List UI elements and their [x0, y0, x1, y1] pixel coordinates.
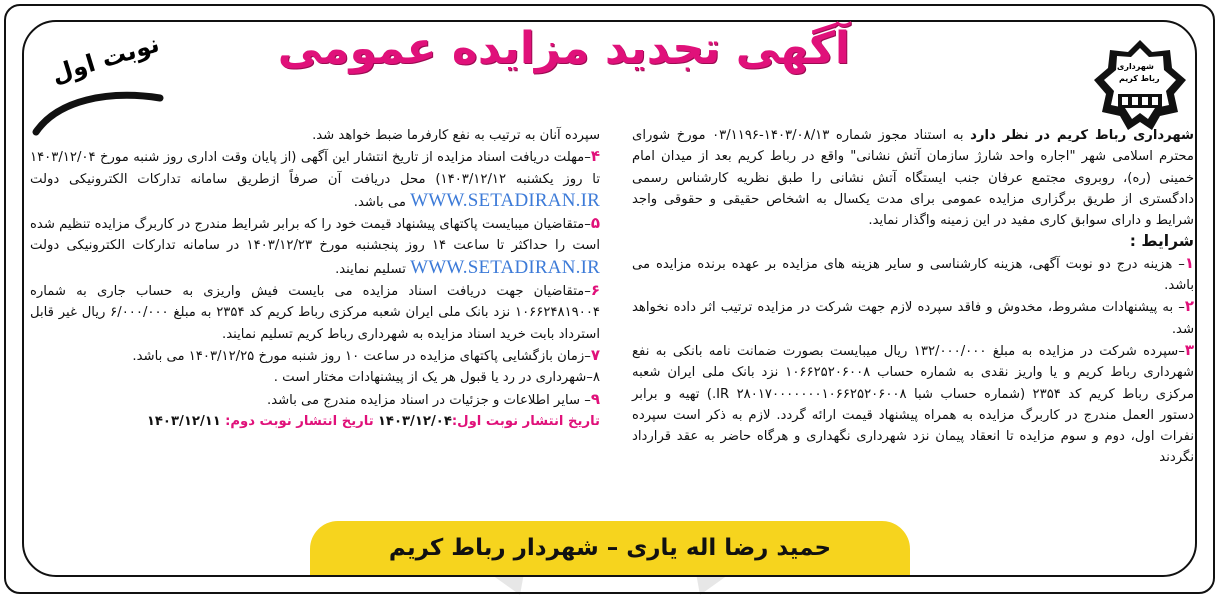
publication-dates: [30, 411, 600, 432]
condition-5: [30, 213, 600, 280]
first-publication-label: تاریخ انتشار نوبت اول:: [451, 413, 600, 429]
municipality-logo-icon: [1090, 38, 1190, 133]
condition-3: [632, 340, 1194, 469]
right-column: [632, 125, 1194, 469]
condition-5-text: –متقاضیان میبایست پاکتهای پیشنهاد قیمت خود را که برابر شرایط مندرج در کاربرگ مزایده تنظیم شده است را حداکثر تا ساعت ۱۴ روز پنجشنبه مورخ ۱۴۰۳/۱۲/۲۳ در سامانه تدارکات الکترونیکی دولت: [30, 217, 600, 254]
intro-paragraph: [632, 125, 1194, 231]
logo-text-line1: شهرداری: [1117, 62, 1154, 71]
condition-7-text: –زمان بازگشایی پاکتهای مزایده در ساعت ۱۰ روز شنبه مورخ ۱۴۰۳/۱۲/۲۵ می باشد.: [132, 348, 591, 364]
condition-3-number: ۳: [1184, 340, 1194, 359]
intro-lead: شهرداری رباط کریم در نظر دارد: [970, 128, 1194, 143]
mayor-signature: حمید رضا اله یاری – شهردار رباط کریم: [388, 535, 832, 561]
setadiran-link[interactable]: WWW.SETADIRAN.IR: [410, 189, 600, 211]
condition-3-text: –سپرده شرکت در مزایده به مبلغ ۱۳۲/۰۰۰/۰۰۰ ریال میبایست بصورت ضمانت نامه بانکی به نفع شهرداری رباط کریم و یا واریز نقدی به شماره حساب ۱۰۶۶۲۵۲۰۶۰۰۸ نزد بانک ملی ایران شعبه مرکزی رباط کریم کد ۲۳۵۴ (شماره حساب شبا IR ۲۸۰۱۷۰۰۰۰۰۰۰۱۰۶۶۲۵۲۰۶۰۰۸.) تهیه و برابر دستور العمل مندرج در کاربرگ مزایده به همراه پیشنهاد قیمت ارائه گردد. لازم به ذکر است سپرده نفرات اول، دوم و سوم مزایده تا انعقاد پیمان نزد شهرداری نگهداری و هرگاه حاضر به عقد قرارداد نگردند: [632, 343, 1195, 466]
first-publication-date: ۱۴۰۳/۱۲/۰۴: [377, 413, 452, 429]
intro-text: به استناد مجوز شماره ۱۴۰۳/۰۸/۱۳-۰۳/۱۱۹۶ مورخ شورای محترم اسلامی شهر "اجاره واحد شارژ سازمان آتش نشانی" واقع در رباط کریم بعد از میدان امام خمینی (ره)، روبروی مجتمع عرفان جنب ایستگاه آتش نشانی را طبق نظریه کارشناس رسمی دادگستری از طریق برگزاری مزایده عمومی برای مدت یکسال به اشخاص حقیقی و حقوقی واجد شرایط و دارای سوابق کاری مفید در این زمینه واگذار نماید.: [632, 128, 1194, 229]
condition-8: ۸–شهرداری در رد یا قبول هر یک از پیشنهادات مختار است .: [273, 370, 600, 386]
condition-4-number: ۴: [590, 147, 600, 166]
condition-1-number: ۱: [1184, 253, 1194, 272]
condition-1: [632, 253, 1194, 297]
condition-2-number: ۲: [1184, 297, 1194, 316]
condition-6-number: ۶: [590, 281, 600, 300]
condition-3-continued: سپرده آنان به ترتیب به نفع کارفرما ضبط خواهد شد.: [312, 128, 600, 143]
condition-2: [632, 296, 1194, 340]
condition-4-tail: می باشد.: [353, 194, 406, 210]
condition-7-number: ۷: [590, 345, 600, 364]
page-title: آگهی تجدید مزایده عمومی: [277, 23, 850, 74]
second-publication-label: تاریخ انتشار نوبت دوم:: [225, 413, 374, 429]
second-publication-date: ۱۴۰۳/۱۲/۱۱: [146, 413, 221, 429]
condition-4: [30, 146, 600, 213]
condition-6-text: –متقاضیان جهت دریافت اسناد مزایده می بایست فیش واریزی به حساب جاری به شماره ۱۰۶۶۲۴۸۱۹۰۰۴ نزد بانک ملی ایران شعبه مرکزی رباط کریم کد ۲۳۵۴ به مبلغ ۶/۰۰۰/۰۰۰ ریال غیر قابل استرداد بابت خرید اسناد مزایده به شهرداری رباط کریم تسلیم نمایند.: [30, 284, 600, 342]
round-badge: نوبت اول: [48, 29, 163, 89]
condition-9-number: ۹: [590, 389, 600, 408]
condition-1-text: – هزینه درج دو نوبت آگهی، هزینه کارشناسی و سایر هزینه های مزایده بر عهده برنده مزایده می باشد.: [632, 256, 1194, 294]
logo-text-line2: رباط کریم: [1119, 74, 1160, 83]
setadiran-link-2[interactable]: WWW.SETADIRAN.IR: [410, 256, 600, 278]
condition-5-number: ۵: [590, 214, 600, 233]
condition-9-text: – سایر اطلاعات و جزئیات در اسناد مزایده مندرج می باشد.: [267, 392, 591, 408]
condition-2-text: – به پیشنهادات مشروط، مخدوش و فاقد سپرده لازم جهت شرکت در مزایده ترتیب اثر داده نخواهد شد.: [632, 300, 1194, 337]
condition-9: [30, 389, 600, 411]
condition-4-text: –مهلت دریافت اسناد مزایده از تاریخ انتشار این آگهی (از پایان وقت اداری روز شنبه مورخ ۱۴۰۳/۱۲/۰۴ تا روز یکشنبه ۱۴۰۳/۱۲/۱۲) محل دریافت آن صرفاً ازطریق سامانه تدارکات الکترونیکی دولت: [30, 150, 600, 187]
left-column: [30, 125, 600, 432]
condition-7: [30, 345, 600, 367]
condition-5-tail: تسلیم نمایند.: [335, 261, 406, 277]
condition-6: [30, 280, 600, 345]
conditions-heading: شرایط :: [1129, 232, 1194, 251]
